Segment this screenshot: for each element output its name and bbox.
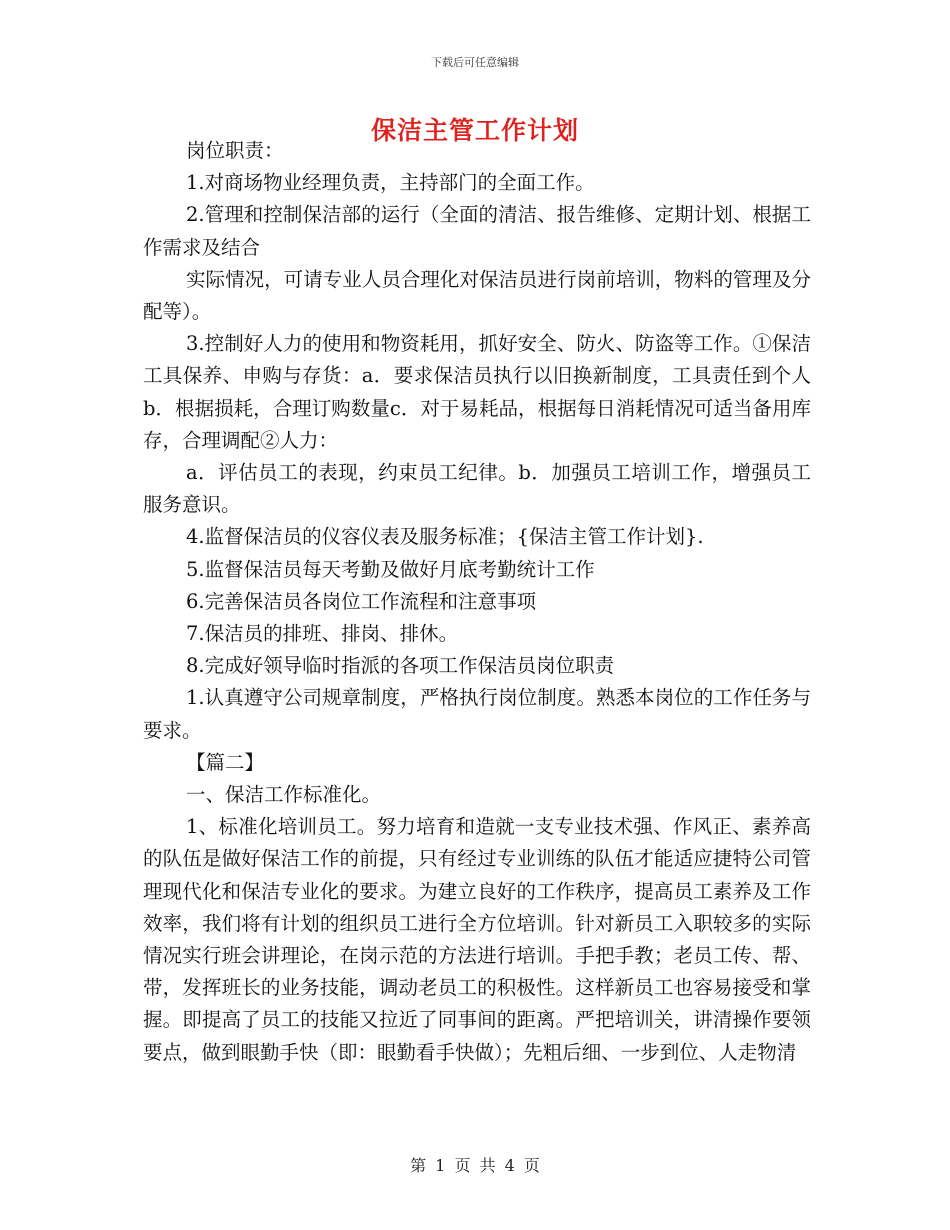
paragraph: 岗位职责： xyxy=(186,139,284,162)
paragraph: 8.完成好领导临时指派的各项工作保洁员岗位职责 xyxy=(186,654,615,678)
paragraph: 1.对商场物业经理负责，主持部门的全面工作。 xyxy=(186,171,595,195)
paragraph: 7.保洁员的排班、排岗、排休。 xyxy=(186,622,459,646)
document-body xyxy=(143,135,811,1069)
paragraph: 3.控制好人力的使用和物资耗用，抓好安全、防火、防盗等工作。①保洁工具保养、申购与存货：a．要求保洁员执行以旧换新制度，工具责任到个人b．根据损耗，合理订购数量c．对于易耗品，根据每日消耗情况可适当备用库存，合理调配②人力： xyxy=(143,332,811,452)
paragraph: 1、标准化培训员工。努力培育和造就一支专业技术强、作风正、素养高的队伍是做好保洁工作的前提，只有经过专业训练的队伍才能适应捷特公司管理现代化和保洁专业化的要求。为建立良好的工作秩序，提高员工素养及工作效率，我们将有计划的组织员工进行全方位培训。针对新员工入职较多的实际情况实行班会讲理论，在岗示范的方法进行培训。手把手教；老员工传、帮、带，发挥班长的业务技能，调动老员工的积极性。这样新员工也容易接受和掌握。即提高了员工的技能又拉近了同事间的距离。严把培训关，讲清操作要领要点，做到眼勤手快（即：眼勤看手快做）；先粗后细、一步到位、人走物清 xyxy=(143,815,811,1064)
header-note: 下载后可任意编辑 xyxy=(431,56,519,69)
paragraph: 1.认真遵守公司规章制度，严格执行岗位制度。熟悉本岗位的工作任务与要求。 xyxy=(143,686,811,742)
page-footer: 第 1 页 共 4 页 xyxy=(410,1156,540,1175)
paragraph: 4.监督保洁员的仪容仪表及服务标准；{保洁主管工作计划}. xyxy=(186,525,704,549)
section-heading: 【篇二】 xyxy=(186,750,265,774)
paragraph: 2.管理和控制保洁部的运行（全面的清洁、报告维修、定期计划、根据工作需求及结合 xyxy=(143,203,811,259)
paragraph: 实际情况，可请专业人员合理化对保洁员进行岗前培训，物料的管理及分配等）。 xyxy=(143,267,811,324)
paragraph: 6.完善保洁员各岗位工作流程和注意事项 xyxy=(186,589,537,613)
document-title: 保洁主管工作计划 xyxy=(370,116,579,145)
paragraph: 一、保洁工作标准化。 xyxy=(186,783,382,807)
paragraph: a．评估员工的表现，约束员工纪律。b．加强员工培训工作，增强员工服务意识。 xyxy=(143,461,811,517)
paragraph: 5.监督保洁员每天考勤及做好月底考勤统计工作 xyxy=(186,557,595,581)
